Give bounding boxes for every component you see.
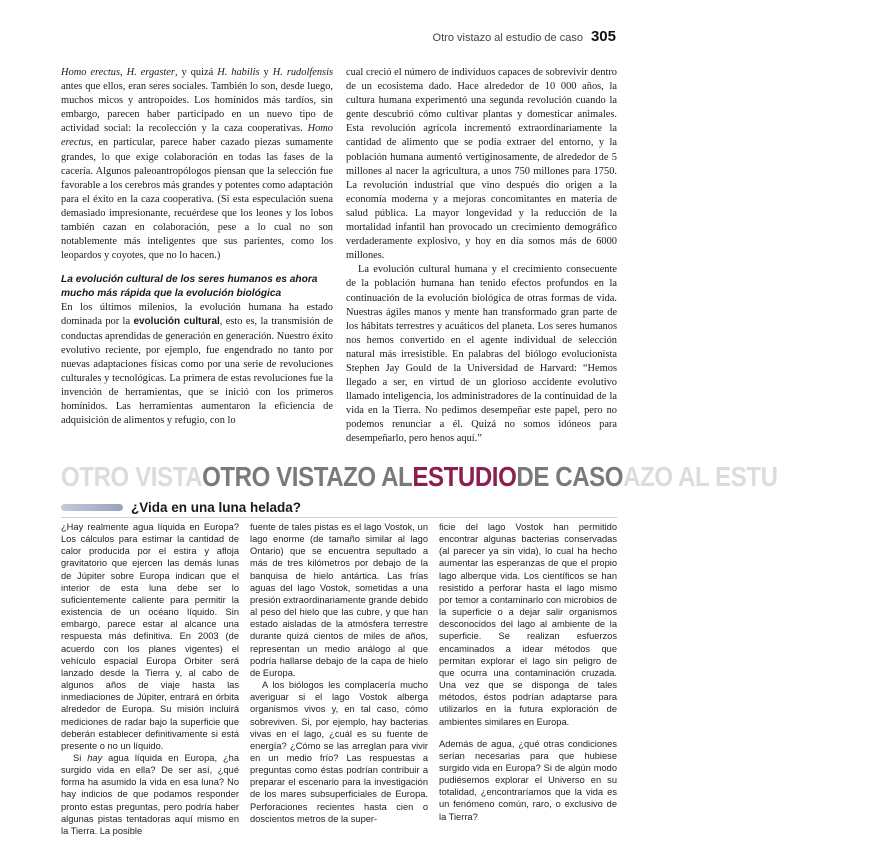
paragraph: Además de agua, ¿qué otras condiciones serían necesarias para que hubiese surgido vida en Europa? Si de algún modo pudiésemos explorar el Universo en su totalidad, ¿encontraríamos que la vida es un fenómeno común, raro, o exclusivo de la Tierra?	[439, 738, 617, 822]
page-number: 305	[590, 28, 616, 45]
banner-ghost-right: AZO AL ESTU	[623, 461, 778, 492]
key-term: evolución cultural	[133, 316, 220, 328]
section-heading: La evolución cultural de los seres humanos es ahora mucho más rápida que la evolución biológica	[61, 274, 318, 299]
paragraph: Si hay agua líquida en Europa, ¿ha surgido vida en ella? De ser así, ¿qué forma ha asumido la vida en esa luna? No hay indicios de que podamos responder pronto estas preguntas, pero podría haber algunas pistas tentadoras aquí mismo en la Tierra. La posible	[61, 752, 239, 836]
paragraph: Homo erectus, H. ergaster, y quizá H. habilis y H. rudolfensis antes que ellos, eran seres sociales. También lo son, desde luego, muchos micos y antropoides. Los homínidos más tardíos, sin embargo, parecen haber participado en un nuevo tipo de actividad social: la recolección y la caza cooperativas. Homo erectus, en particular, parece haber cazado piezas sumamente grandes, lo que exige colaboración en todas las fases de la cacería. Algunos paleoantropólogos piensan que la selección fue favorable a los cerebros más grandes y potentes como adaptación para el éxito en la caza cooperativa. (Si esta especulación suena demasiado impresionante, recuérdese que los leones y los lobos también cazan en colaboración, pese a lo cual no son notablemente más inteligentes que sus parientes, como los leopardos y coyotes, que no lo hacen.)	[61, 67, 334, 262]
paragraph: A los biólogos les complacería mucho averiguar si el lago Vostok alberga organismos vivos y, en tal caso, cómo sobreviven. Si, por ejemplo, hay bacterias vivas en el lago, ¿cuál es su fuente de energía? ¿Cómo se las arreglan para vivir en un medio frío? Las respuestas a preguntas como éstas podrían contribuir a preparar el escenario para la investigación de los mares subsuperficiales de Europa. Perforaciones recientes hasta cien o doscientos metros de la super-	[250, 680, 428, 824]
paragraph: fuente de tales pistas es el lago Vostok, un lago enorme (de tamaño similar al lago Ontario) que se encuentra sepultado a más de tres kilómetros por debajo de la banquisa de hielo antártica. Las frías aguas del lago Vostok, sometidas a una presión extraordinariamente grande debido al peso del hielo que las cubre, y que han estado aisladas de la atmósfera terrestre durante quizá cientos de miles de años, representan un medio análogo al que podría hallarse debajo de la capa de hielo de Europa.	[250, 522, 428, 678]
banner-lead: OTRO VISTAZO AL	[202, 461, 413, 492]
paragraph: En los últimos milenios, la evolución humana ha estado dominada por la evolución cultural, esto es, la transmisión de conductas aprendidas de generación en generación. Nuestro éxito evolutivo reciente, por ejemplo, fue engendrado no tanto por nuevas adaptaciones físicas como por una serie de revoluciones culturales y tecnológicas. La primera de estas revoluciones fue la invención de herramientas, que se inició con los primeros homínidos. Las herramientas aumentaron la eficiencia de adquisición de alimentos y refugio, con lo	[61, 302, 333, 427]
case-title: ¿Vida en una luna helada?	[131, 499, 302, 515]
paragraph: ficie del lago Vostok han permitido encontrar algunas bacterias conservadas (al parecer ya sin vida), lo cual ha hecho aumentar las esperanzas de que el propio lago alberque vida. Los científicos se han resistido a perforar hasta el lago mismo por temor a contaminarlo con microbios de la superficie o a dejar salir organismos desconocidos del lago al ambiente de la superficie. Se realizan esfuerzos encaminados a idear métodos que permitan explorar el lago sin peligro de que ocurra una contaminación cruzada. Una vez que se disponga de tales métodos, éstos podrían adaptarse para utilizarlos en la futura exploración de ambientes similares en Europa.	[439, 522, 617, 727]
banner-ghost-left: OTRO VISTA	[61, 461, 203, 492]
paragraph: cual creció el número de individuos capaces de sobrevivir dentro de un ecosistema dado. Hace alrededor de 10 000 años, la cultura humana experimentó una segunda revolución cuando la gente descubrió cómo cultivar plantas y domesticar animales. Esta revolución agrícola incrementó extraordinariamente la cantidad de alimento que se podía extraer del entorno, y la población humana aumentó vertiginosamente, de alrededor de 5 millones al nacer la agricultura, a unos 750 millones para 1750. La revolución industrial que vino después dio origen a la economía moderna y a mejoras concomitantes en materia de salud pública. La mayor longevidad y la reducción de la mortalidad infantil han provocado un crecimiento demográfico verdaderamente explosivo, y hoy en día somos más de 6000 millones.	[346, 67, 617, 262]
case-subheading	[61, 497, 621, 517]
running-title: Otro vistazo al estudio de caso	[432, 32, 583, 44]
lower-column-2	[250, 521, 428, 825]
lower-column-3	[439, 521, 617, 823]
upper-left-column	[61, 66, 333, 428]
case-study-banner	[61, 460, 778, 494]
upper-right-column	[346, 66, 617, 447]
banner-accent: ESTUDIO	[412, 461, 517, 492]
paragraph: La evolución cultural humana y el crecimiento consecuente de la población humana han tenido efectos profundos en la continuación de la evolución biológica de otras formas de vida. Nuestras ágiles manos y mente han transformado gran parte de los hábitats terrestres y acuáticos del planeta. Los seres humanos nos hemos convertido en el agente individual de selección natural más irresistible. En palabras del biólogo evolucionista Stephen Jay Gould de la Universidad de Harvard: “Hemos llegado a ser, en virtud de un glorioso accidente evolutivo llamado inteligencia, los administradores de la continuidad de la vida en la Tierra. No pedimos desempeñar este papel, pero no podemos renunciar a él. Quizá no somos idóneos para desempeñarlo, pero henos aquí.”	[346, 264, 617, 445]
divider	[61, 517, 617, 518]
lower-column-1	[61, 521, 239, 837]
paragraph: ¿Hay realmente agua líquida en Europa? Los cálculos para estimar la cantidad de calor producida por el estira y afloja gravitatorio que ejercen las demás lunas de Júpiter sobre Europa indican que el interior de esta luna debe ser lo suficientemente caliente para permitir la existencia de un océano líquido. Sin embargo, parece estar al alcance una respuesta más definitiva. En 2003 (de acuerdo con los planes vigentes) el vehículo espacial Europa Orbiter será lanzado desde la Tierra y, al cabo de algunos años de viaje hasta las inmediaciones de Júpiter, entrará en órbita alrededor de Europa. Su misión incluirá mediciones de radar bajo la superficie que deberán establecer definitivamente si está presente o no un líquido.	[61, 522, 239, 751]
decorative-bar	[61, 504, 123, 511]
banner-tail: DE CASO	[516, 461, 624, 492]
running-header	[433, 28, 616, 45]
